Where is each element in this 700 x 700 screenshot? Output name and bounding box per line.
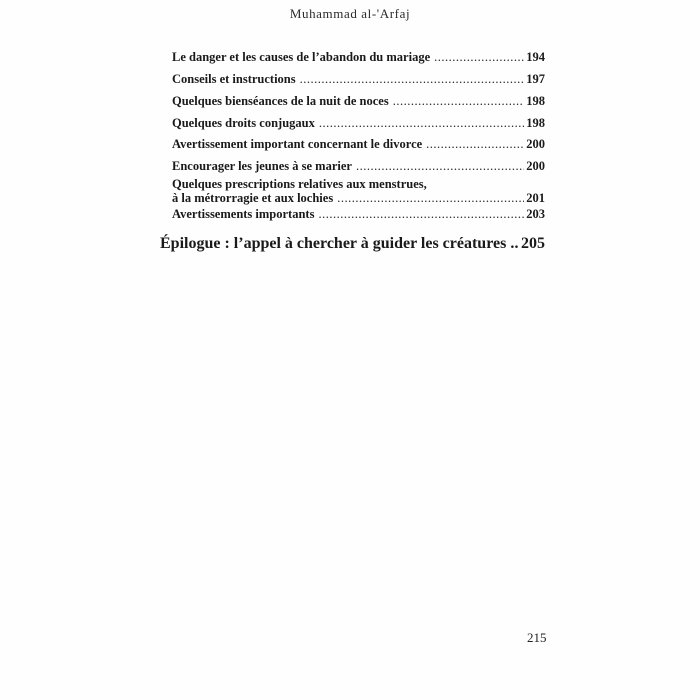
toc-entry bbox=[172, 50, 545, 64]
toc-entry bbox=[172, 116, 545, 130]
toc-entry bbox=[172, 207, 545, 221]
toc-entry-title: Conseils et instructions bbox=[172, 72, 296, 86]
toc-leader-dots bbox=[426, 137, 524, 151]
page-number: 215 bbox=[527, 630, 547, 645]
toc-entry-title: Le danger et les causes de l’abandon du mariage bbox=[172, 50, 431, 64]
toc-leader-dots bbox=[434, 50, 524, 64]
toc-leader-dots bbox=[356, 159, 524, 173]
toc-entry-page: 203 bbox=[526, 207, 545, 221]
toc-entry-title: Quelques bienséances de la nuit de noces bbox=[172, 94, 389, 108]
toc-entry bbox=[172, 72, 545, 86]
running-header-author: Muhammad al-'Arfaj bbox=[289, 6, 411, 21]
toc-entry-page: 201 bbox=[526, 191, 545, 205]
toc-entry-title: Encourager les jeunes à se marier bbox=[172, 159, 352, 173]
toc-leader-dots bbox=[337, 191, 524, 205]
toc-major-title: Épilogue : l’appel à chercher à guider les créatures bbox=[160, 235, 507, 252]
toc-entry bbox=[172, 159, 545, 173]
toc-entry bbox=[172, 94, 545, 108]
toc-entry-title: Quelques droits conjugaux bbox=[172, 116, 315, 130]
toc-entry-title: Avertissements importants bbox=[172, 207, 315, 221]
toc-entry-title: Avertissement important concernant le divorce bbox=[172, 137, 423, 151]
toc-leader-dots bbox=[510, 235, 519, 253]
toc-leader-dots bbox=[319, 116, 524, 130]
toc-entry-page: 197 bbox=[526, 72, 545, 86]
toc-leader-dots bbox=[300, 72, 525, 86]
toc-entry bbox=[172, 137, 545, 151]
toc-entry-page: 200 bbox=[526, 137, 545, 151]
toc-entry-page: 198 bbox=[526, 116, 545, 130]
toc-entry-page: 198 bbox=[526, 94, 545, 108]
toc-entry-title-line2: à la métrorragie et aux lochies bbox=[172, 191, 334, 205]
toc-entry-title-line1: Quelques prescriptions relatives aux menstrues, bbox=[172, 177, 427, 191]
toc-entry-page: 200 bbox=[526, 159, 545, 173]
toc-leader-dots bbox=[393, 94, 525, 108]
toc-leader-dots bbox=[318, 207, 524, 221]
toc-major-page: 205 bbox=[521, 235, 545, 252]
toc-major-entry bbox=[160, 235, 545, 253]
toc-entry-multiline bbox=[172, 177, 545, 205]
toc-entry-page: 194 bbox=[526, 50, 545, 64]
